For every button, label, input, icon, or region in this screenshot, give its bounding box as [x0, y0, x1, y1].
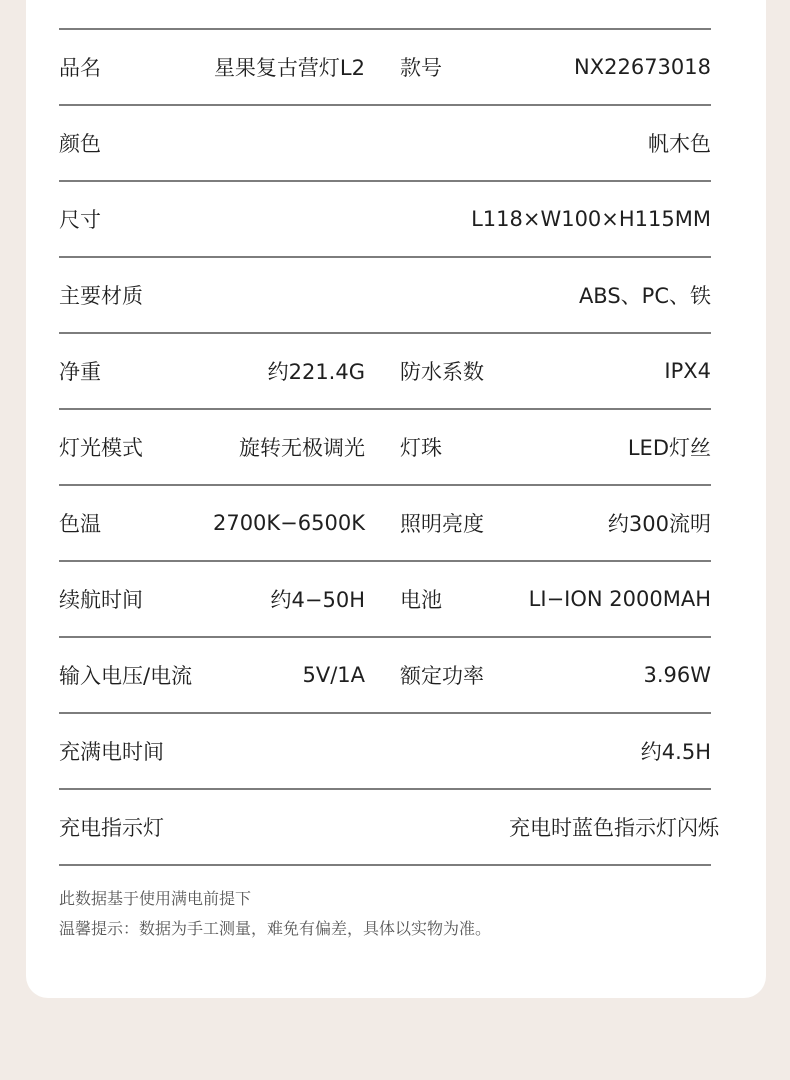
spec-row-color	[59, 106, 711, 182]
spec-row-input-power	[59, 638, 711, 714]
light-mode-value: 旋转无极调光	[239, 436, 365, 460]
weight-label: 净重	[59, 360, 101, 384]
spec-row-weight-waterproof	[59, 334, 711, 410]
spec-table	[59, 28, 719, 866]
runtime-label: 续航时间	[59, 588, 143, 612]
footnote-measurement-tip: 温馨提示：数据为手工测量，难免有偏差，具体以实物为准。	[59, 919, 492, 938]
indicator-label: 充电指示灯	[59, 816, 164, 840]
product-name-value: 星果复古营灯L2	[213, 56, 365, 80]
charge-time-label: 充满电时间	[59, 740, 164, 764]
weight-value: 约221.4G	[267, 360, 365, 384]
spec-row-charge-time	[59, 714, 711, 790]
model-label: 款号	[400, 56, 442, 80]
model-value: NX22673018	[574, 55, 711, 79]
light-mode-label: 灯光模式	[59, 436, 143, 460]
power-label: 额定功率	[400, 664, 484, 688]
material-label: 主要材质	[59, 284, 143, 308]
charge-time-value: 约4.5H	[640, 740, 711, 764]
waterproof-label: 防水系数	[400, 360, 484, 384]
spec-row-runtime-battery	[59, 562, 711, 638]
footnotes	[59, 884, 491, 944]
color-temp-value: 2700K−6500K	[212, 511, 365, 535]
input-value: 5V/1A	[302, 663, 365, 687]
runtime-value: 约4−50H	[270, 588, 365, 612]
battery-value: LI−ION 2000MAH	[528, 587, 711, 611]
spec-row-indicator	[59, 790, 719, 866]
battery-label: 电池	[400, 588, 442, 612]
size-label: 尺寸	[59, 208, 101, 232]
color-temp-label: 色温	[59, 512, 101, 536]
size-value: L118×W100×H115MM	[471, 207, 711, 231]
bead-label: 灯珠	[400, 436, 442, 460]
spec-row-light-bead	[59, 410, 711, 486]
color-label: 颜色	[59, 132, 101, 156]
input-label: 输入电压/电流	[59, 664, 193, 688]
spec-row-material	[59, 258, 711, 334]
brightness-label: 照明亮度	[400, 512, 484, 536]
brightness-value: 约300流明	[607, 512, 711, 536]
bead-value: LED灯丝	[627, 436, 711, 460]
product-name-label: 品名	[59, 56, 101, 80]
color-value: 帆木色	[648, 132, 711, 156]
waterproof-value: IPX4	[664, 359, 711, 383]
power-value: 3.96W	[643, 663, 711, 687]
spec-row-size	[59, 182, 711, 258]
footnote-full-charge: 此数据基于使用满电前提下	[59, 889, 252, 908]
spec-row-name-model	[59, 30, 711, 106]
indicator-value: 充电时蓝色指示灯闪烁	[509, 816, 719, 840]
material-value: ABS、PC、铁	[578, 284, 711, 308]
spec-row-temp-brightness	[59, 486, 711, 562]
